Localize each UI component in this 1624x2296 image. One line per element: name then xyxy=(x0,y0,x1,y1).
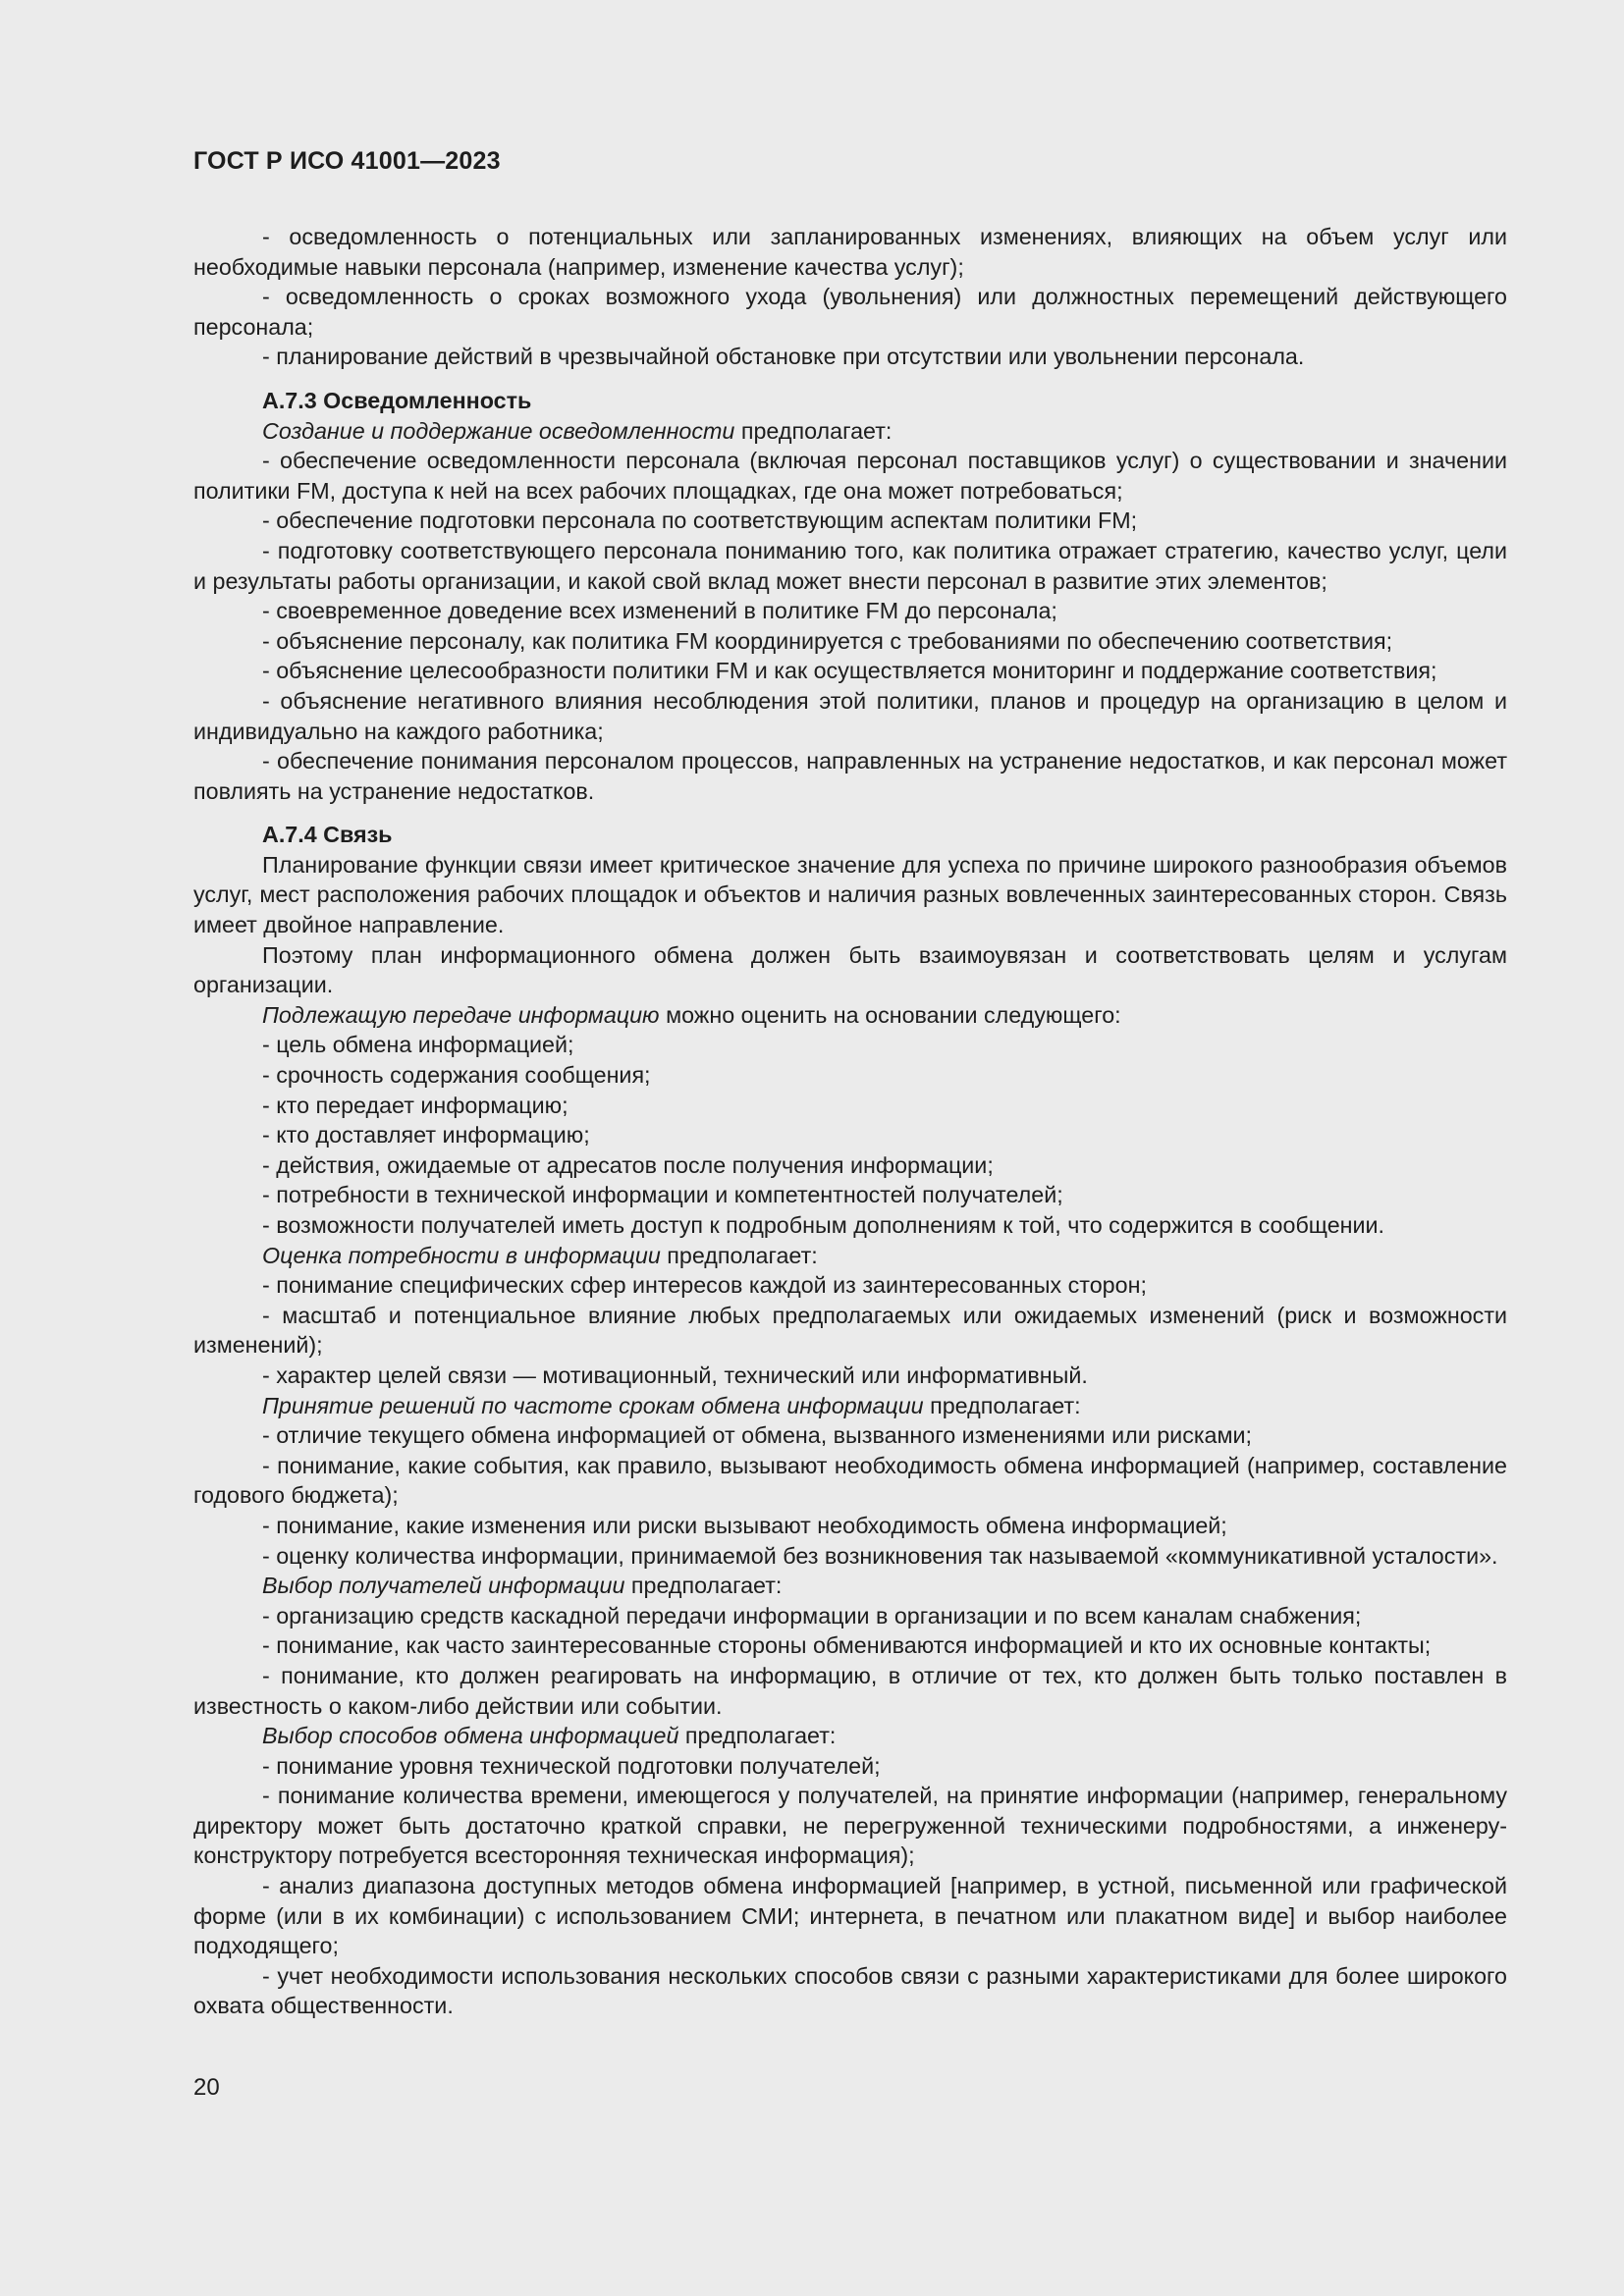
list-item: - кто доставляет информацию; xyxy=(262,1122,590,1148)
list-item: - потребности в технической информации и компетентностей получателей; xyxy=(262,1182,1063,1208)
lead-emphasis: Выбор способов обмена информацией xyxy=(262,1723,679,1749)
list-item: - анализ диапазона доступных методов обмена информацией [например, в устной, письменной или графической форме (или в их комбинации) с использованием СМИ; интернета, в печатном или плакатном виде] и выбор наиболее подходящего; xyxy=(193,1873,1507,1959)
list-item: - объяснение персоналу, как политика FM координируется с требованиями по обеспечению соответствия; xyxy=(262,627,1393,654)
list-item: - планирование действий в чрезвычайной обстановке при отсутствии или увольнении персонала. xyxy=(262,344,1305,370)
list-item: - объяснение целесообразности политики FM и как осуществляется мониторинг и поддержание соответствия; xyxy=(262,658,1437,684)
body-paragraph: Планирование функции связи имеет критическое значение для успеха по причине широкого разнообразия объемов услуг, мест расположения рабочих площадок и объектов и наличия разных вовлеченных заинтересованных сторон. Связь имеет двойное направление. xyxy=(193,851,1507,938)
list-item: - организацию средств каскадной передачи информации в организации и по всем каналам снабжения; xyxy=(262,1602,1362,1629)
lead-emphasis: Оценка потребности в информации xyxy=(262,1242,661,1268)
list-item: - понимание специфических сфер интересов каждой из заинтересованных сторон; xyxy=(262,1272,1147,1299)
lead-paragraph xyxy=(193,1241,1507,1271)
lead-text: предполагает: xyxy=(660,1242,818,1268)
list-item: - понимание уровня технической подготовки получателей; xyxy=(262,1752,881,1779)
list-item: - своевременное доведение всех изменений в политике FM до персонала; xyxy=(262,598,1057,624)
list-item: - подготовку соответствующего персонала пониманию того, как политика отражает стратегию, качество услуг, цели и результаты работы организации, и какой свой вклад может внести персонал в развитие этих элементов; xyxy=(193,537,1507,594)
list-item: - кто передает информацию; xyxy=(262,1092,568,1118)
lead-paragraph xyxy=(193,416,1507,447)
list-item: - оценку количества информации, принимаемой без возникновения так называемой «коммуникативной усталости». xyxy=(262,1542,1498,1569)
list-item: - объяснение негативного влияния несоблюдения этой политики, планов и процедур на организацию в целом и индивидуально на каждого работника; xyxy=(193,687,1507,744)
list-item: - срочность содержания сообщения; xyxy=(262,1062,651,1089)
list-item: - понимание, какие изменения или риски вызывают необходимость обмена информацией; xyxy=(262,1512,1227,1538)
list-item: - отличие текущего обмена информацией от обмена, вызванного изменениями или рисками; xyxy=(262,1422,1253,1449)
lead-emphasis: Подлежащую передаче информацию xyxy=(262,1001,660,1028)
list-item: - понимание количества времени, имеющегося у получателей, на принятие информации (например, генеральному директору может быть достаточно краткой справки, не перегруженной техническими подробностями, а инженеру-конструктору потребуется всесторонняя техническая информация); xyxy=(193,1783,1507,1869)
list-item: - понимание, кто должен реагировать на информацию, в отличие от тех, кто должен быть только поставлен в известность о каком-либо действии или событии. xyxy=(193,1662,1507,1719)
lead-emphasis: Создание и поддержание осведомленности xyxy=(262,417,735,444)
list-item: - понимание, как часто заинтересованные стороны обмениваются информацией и кто их основные контакты; xyxy=(262,1632,1432,1659)
list-item: - понимание, какие события, как правило, вызывают необходимость обмена информацией (например, составление годового бюджета); xyxy=(193,1452,1507,1509)
lead-text: предполагает: xyxy=(923,1392,1081,1418)
document-body xyxy=(193,222,1507,2021)
list-item: - обеспечение подготовки персонала по соответствующим аспектам политики FM; xyxy=(262,507,1138,534)
lead-text: предполагает: xyxy=(624,1573,783,1599)
section-heading-a73: А.7.3 Осведомленность xyxy=(262,387,532,413)
list-item: - масштаб и потенциальное влияние любых предполагаемых или ожидаемых изменений (риск и возможности изменений); xyxy=(193,1302,1507,1359)
lead-paragraph xyxy=(193,1571,1507,1601)
list-item: - учет необходимости использования нескольких способов связи с разными характеристиками для более широкого охвата общественности. xyxy=(193,1962,1507,2019)
page-number: 20 xyxy=(193,2074,220,2101)
lead-paragraph xyxy=(193,1721,1507,1751)
list-item: - возможности получателей иметь доступ к подробным дополнениям к той, что содержится в сообщении. xyxy=(262,1212,1385,1238)
lead-emphasis: Выбор получателей информации xyxy=(262,1573,625,1599)
list-item: - действия, ожидаемые от адресатов после получения информации; xyxy=(262,1151,994,1178)
lead-text: предполагает: xyxy=(678,1723,837,1749)
list-item: - осведомленность о потенциальных или запланированных изменениях, влияющих на объем услуг или необходимые навыки персонала (например, изменение качества услуг); xyxy=(193,224,1507,280)
list-item: - обеспечение осведомленности персонала (включая персонал поставщиков услуг) о существовании и значении политики FM, доступа к ней на всех рабочих площадках, где она может потребоваться; xyxy=(193,448,1507,504)
list-item: - обеспечение понимания персоналом процессов, направленных на устранение недостатков, и как персонал может повлиять на устранение недостатков. xyxy=(193,748,1507,804)
lead-paragraph xyxy=(193,1391,1507,1421)
list-item: - характер целей связи — мотивационный, технический или информативный. xyxy=(262,1362,1088,1388)
list-item: - осведомленность о сроках возможного ухода (увольнения) или должностных перемещений действующего персонала; xyxy=(193,284,1507,340)
lead-paragraph xyxy=(193,1000,1507,1031)
lead-text: предполагает: xyxy=(734,417,893,444)
section-heading-a74: А.7.4 Связь xyxy=(262,822,393,848)
document-header: ГОСТ Р ИСО 41001—2023 xyxy=(193,147,501,175)
lead-text: можно оценить на основании следующего: xyxy=(659,1001,1121,1028)
body-paragraph: Поэтому план информационного обмена должен быть взаимоувязан и соответствовать целям и услугам организации. xyxy=(193,941,1507,998)
list-item: - цель обмена информацией; xyxy=(262,1032,574,1058)
lead-emphasis: Принятие решений по частоте срокам обмена информации xyxy=(262,1392,924,1418)
